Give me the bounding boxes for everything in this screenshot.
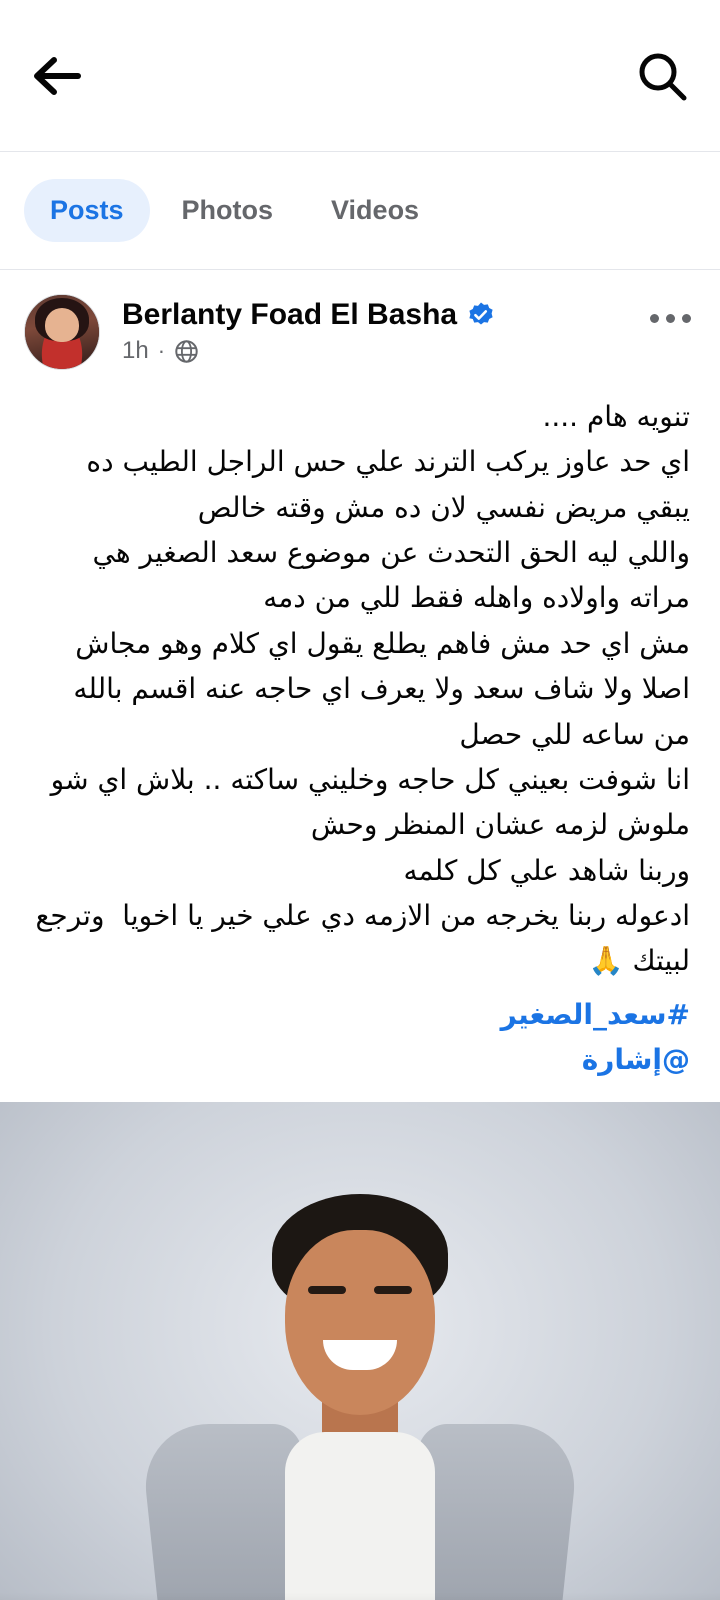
profile-tabs bbox=[0, 152, 720, 270]
hashtag-link[interactable]: #سعد_الصغير bbox=[500, 997, 690, 1031]
search-button[interactable] bbox=[630, 44, 694, 108]
post-tags bbox=[0, 992, 720, 1103]
post-timestamp[interactable]: 1h bbox=[122, 337, 149, 364]
search-icon bbox=[635, 49, 689, 103]
meta-separator: · bbox=[157, 338, 166, 363]
post-author-block bbox=[122, 294, 495, 365]
more-options-button[interactable] bbox=[640, 294, 700, 342]
tab-photos[interactable]: Photos bbox=[156, 179, 300, 242]
photo-brow-right bbox=[374, 1286, 412, 1294]
mention-link[interactable]: @إشارة bbox=[581, 1043, 690, 1077]
globe-icon bbox=[174, 339, 199, 364]
post-photo[interactable] bbox=[0, 1102, 720, 1600]
post-card bbox=[0, 270, 720, 1600]
avatar-face-shape bbox=[45, 308, 79, 342]
top-bar bbox=[0, 0, 720, 152]
more-options-icon bbox=[650, 314, 659, 323]
arrow-left-icon bbox=[28, 48, 84, 104]
post-header bbox=[0, 270, 720, 376]
tab-posts[interactable]: Posts bbox=[24, 179, 150, 242]
author-name[interactable]: Berlanty Foad El Basha bbox=[122, 298, 458, 331]
post-body-text: تنويه هام .... اي حد عاوز يركب الترند علي حس الراجل الطيب ده يبقي مريض نفسي لان ده مش وقته خالص واللي ليه الحق التحدث عن موضوع سعد الصغير هي مراته واولاده واهله فقط للي من دمه مش اي حد مش فاهم يطلع يقول اي كلام وهو مجاش اصلا ولا شاف سعد ولا يعرف اي حاجه عنه اقسم بالله من ساعه للي حصل انا شوفت بعيني كل حاجه وخليني ساكته .. بلاش اي شو ملوش لزمه عشان المنظر وحش وربنا شاهد علي كل كلمه ادعوله ربنا يخرجه من الازمه دي علي خير يا اخويا وترجع لبيتك 🙏 bbox=[35, 400, 690, 978]
photo-shirt bbox=[285, 1432, 435, 1600]
post-meta-row bbox=[122, 337, 495, 365]
more-options-icon bbox=[666, 314, 675, 323]
photo-subject bbox=[0, 1102, 720, 1600]
photo-face bbox=[285, 1230, 435, 1415]
tab-videos[interactable]: Videos bbox=[305, 179, 445, 242]
photo-bottom-fade bbox=[0, 1592, 720, 1600]
photo-brow-left bbox=[308, 1286, 346, 1294]
back-button[interactable] bbox=[24, 44, 88, 108]
author-name-row bbox=[122, 298, 495, 331]
avatar[interactable] bbox=[24, 294, 100, 370]
more-options-icon bbox=[682, 314, 691, 323]
avatar-image bbox=[25, 295, 99, 369]
verified-badge-icon bbox=[467, 301, 495, 329]
